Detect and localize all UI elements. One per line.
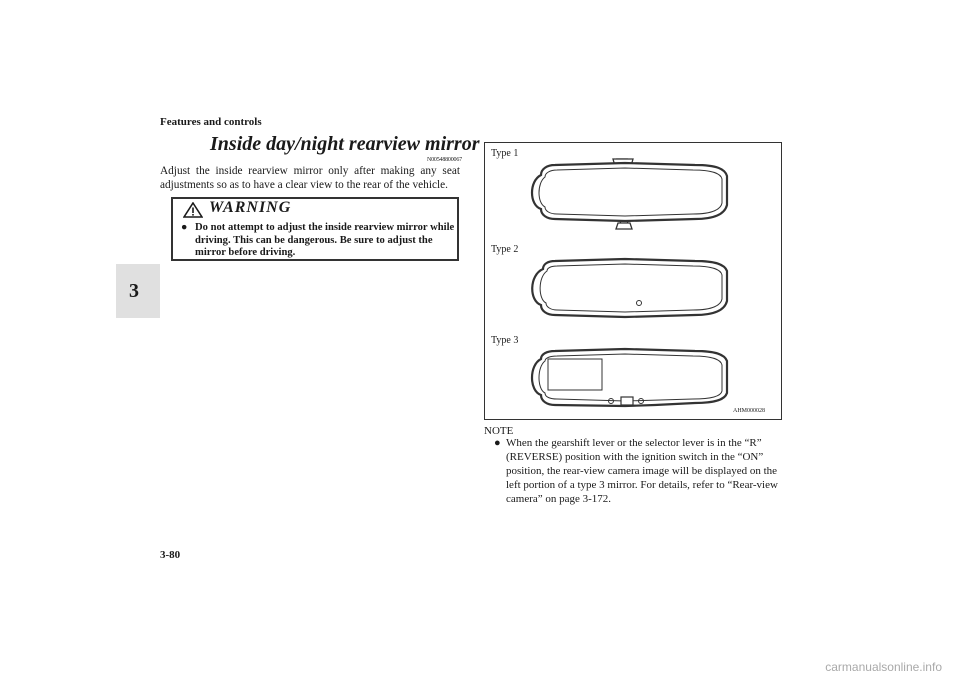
page-title: Inside day/night rearview mirror (210, 133, 480, 155)
warning-box (171, 197, 459, 261)
warning-text: Do not attempt to adjust the inside rearview mirror while driving. This can be dangerous. Be sure to adjust the mirror before driving. (195, 222, 455, 258)
note-bullet: ● (494, 437, 501, 449)
warning-heading: WARNING (209, 199, 292, 216)
note-text: When the gearshift lever or the selector lever is in the “R” (REVERSE) position with the ignition switch in the “ON” position, the rear-view camera image will be displayed on the left portion of a type 3 mirror. For details, refer to “Rear-view camera” on page 3-172. (506, 437, 778, 505)
note-heading: NOTE (484, 425, 514, 437)
page-number: 3-80 (160, 549, 181, 561)
type-1-label: Type 1 (491, 148, 519, 159)
warning-bullet: ● (181, 222, 188, 233)
warning-triangle-icon (183, 202, 203, 218)
chapter-tab (116, 264, 160, 318)
watermark: carmanualsonline.info (825, 660, 942, 674)
figure-code: AHM000028 (733, 408, 766, 414)
chapter-number: 3 (129, 280, 139, 302)
mirror-figure (484, 142, 782, 420)
mirror-illustration (485, 143, 782, 420)
title-code: N00548800067 (427, 157, 462, 163)
intro-paragraph: Adjust the inside rearview mirror only after making any seat adjustments so as to have a clear view to the rear of the vehicle. (160, 165, 460, 191)
section-header: Features and controls (160, 116, 262, 128)
type-3-label: Type 3 (491, 335, 519, 346)
type-2-label: Type 2 (491, 244, 519, 255)
